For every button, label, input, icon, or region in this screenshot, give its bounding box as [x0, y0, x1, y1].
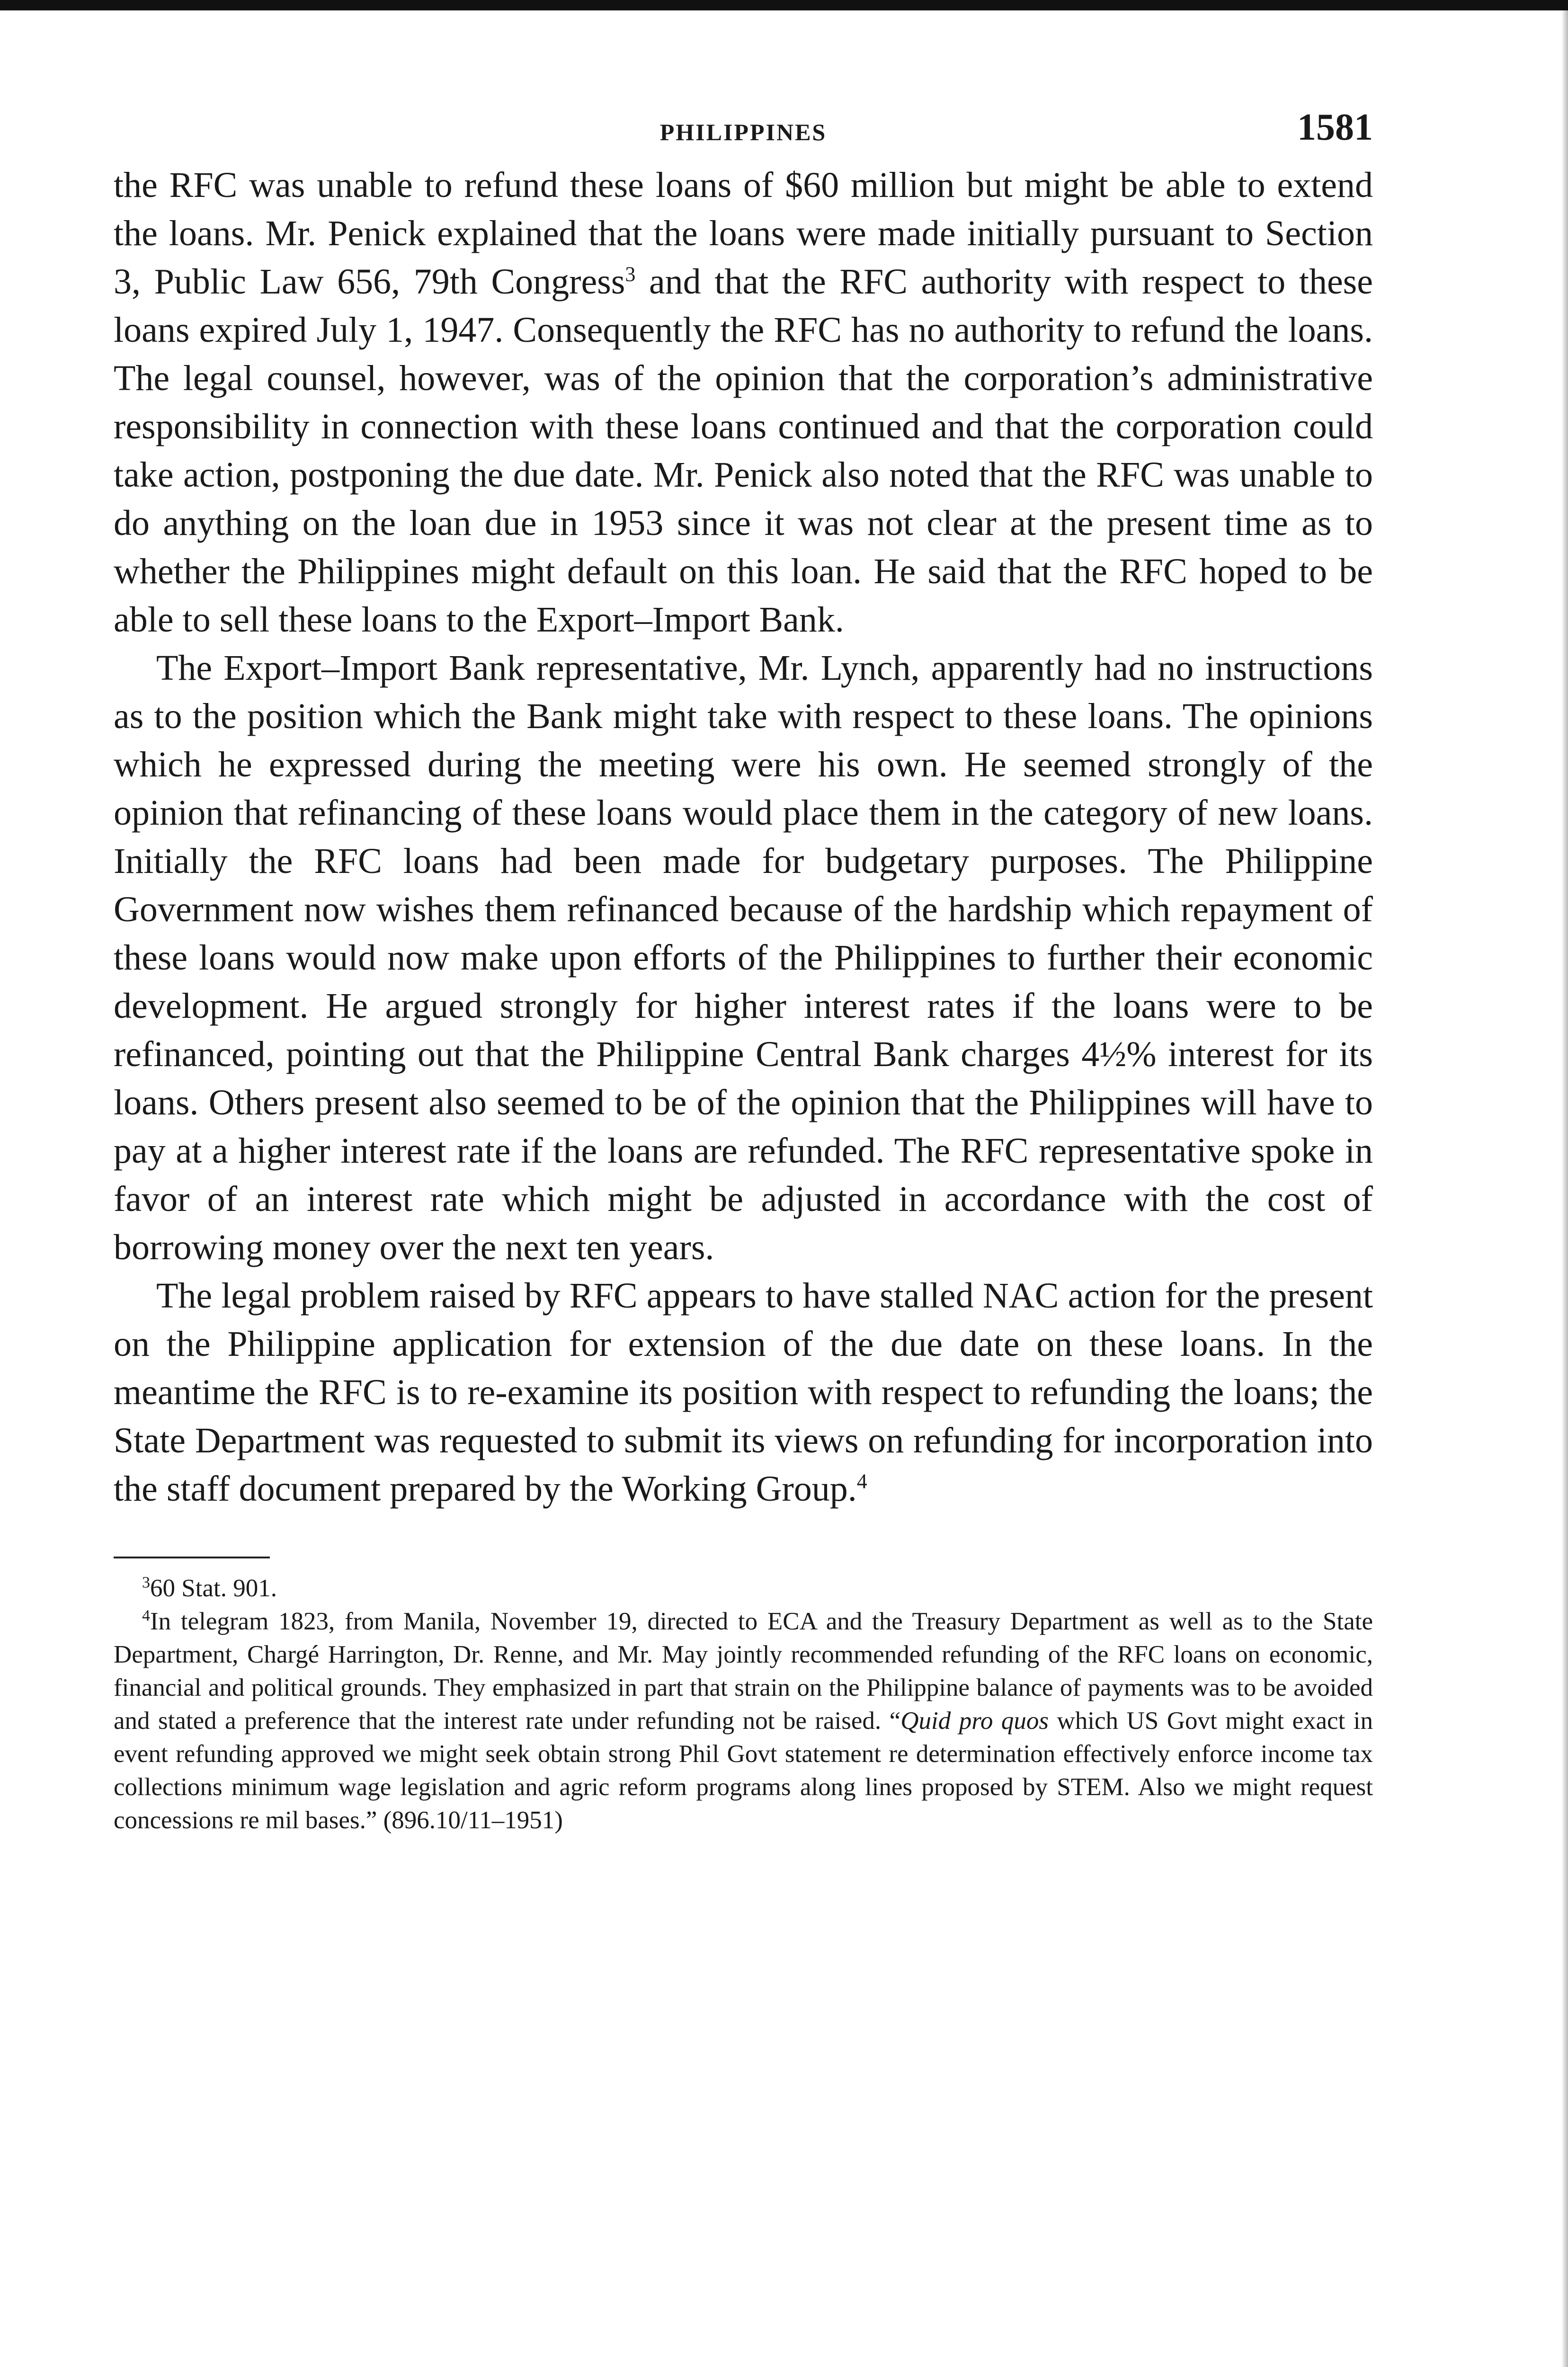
page-number: 1581	[1297, 107, 1373, 148]
top-edge-rule	[0, 0, 1568, 10]
text-run: The Export–Import Bank representative, Mr. Lynch, apparently had no instructions as to the position which the Bank might take with respect to these loans. The opinions which he expressed during the meeting were his own. He seemed strongly of the opinion that refinancing of these loans would place them in the category of new loans. Initially the RFC loans had been made for budgetary purposes. The Philippine Government now wishes them refinanced because of the hardship which repayment of these loans would now make upon efforts of the Philippines to further their economic development. He argued strongly for higher interest rates if the loans were to be refinanced, pointing out that the Philippine Central Bank charges 4½% interest for its loans. Others present also seemed to be of the opinion that the Philippines will have to pay at a higher interest rate if the loans are refunded. The RFC representative spoke in favor of an interest rate which might be adjusted in accordance with the cost of borrowing money over the next ten years.	[114, 648, 1373, 1267]
text-run: and that the RFC authority with respect to these loans expired July 1, 1947. Consequently the RFC has no authority to refund the loans. The legal counsel, however, was of the opinion that the corporation’s administrative responsibility in connection with these loans continued and that the corporation could take action, postponing the due date. Mr. Penick also noted that the RFC was unable to do anything on the loan due in 1953 since it was not clear at the present time as to whether the Philippines might default on this loan. He said that the RFC hoped to be able to sell these loans to the Export–Import Bank.	[114, 262, 1373, 640]
paragraph	[114, 1272, 1373, 1513]
text-run: the RFC was unable to refund these loans of $60 million but might be able to extend the loans. Mr. Penick explained that the loans were made initially pursuant to Section 3, Public Law 656, 79th Congress	[114, 165, 1373, 302]
page-edge-shadow	[1561, 10, 1568, 2367]
footnote-number: 3	[142, 1574, 150, 1592]
footnote-divider	[114, 1557, 270, 1558]
footnote	[114, 1605, 1373, 1837]
paragraph	[114, 644, 1373, 1272]
footnote-reference[interactable]: 4	[856, 1469, 867, 1493]
running-head	[114, 99, 1373, 161]
footnote	[114, 1572, 1373, 1605]
text-run: In telegram 1823, from Manila, November 19, directed to ECA and the Treasury Department as well as to the State Department, Chargé Harrington, Dr. Renne, and Mr. May jointly recommended refunding of the RFC loans on economic, financial and political grounds. They emphasized in part that strain on the Philippine balance of payments was to be avoided and stated a preference that the interest rate under refunding not be raised. “	[114, 1608, 1373, 1735]
paragraph	[114, 161, 1373, 644]
footnote-number: 4	[142, 1607, 150, 1625]
footnote-reference[interactable]: 3	[625, 262, 636, 286]
text-run: 60 Stat. 901.	[150, 1575, 277, 1602]
text-run: The legal problem raised by RFC appears to have stalled NAC action for the present on the Philippine application for extension of the due date on these loans. In the meantime the RFC is to re-examine its position with respect to refunding the loans; the State Department was requested to submit its views on refunding for incorporation into the staff document prepared by the Working Group.	[114, 1276, 1373, 1509]
body-text	[114, 161, 1373, 1513]
page	[114, 99, 1373, 1837]
footnotes	[114, 1572, 1373, 1837]
italic-text: Quid pro quos	[900, 1707, 1049, 1735]
text-run: which US Govt might exact in event refunding approved we might seek obtain strong Phil Govt statement re determination effectively enforce income tax collections minimum wage legislation and agric reform programs along lines proposed by STEM. Also we might request concessions re mil bases.” (896.10/11–1951)	[114, 1707, 1373, 1834]
running-head-title: PHILIPPINES	[659, 119, 827, 145]
